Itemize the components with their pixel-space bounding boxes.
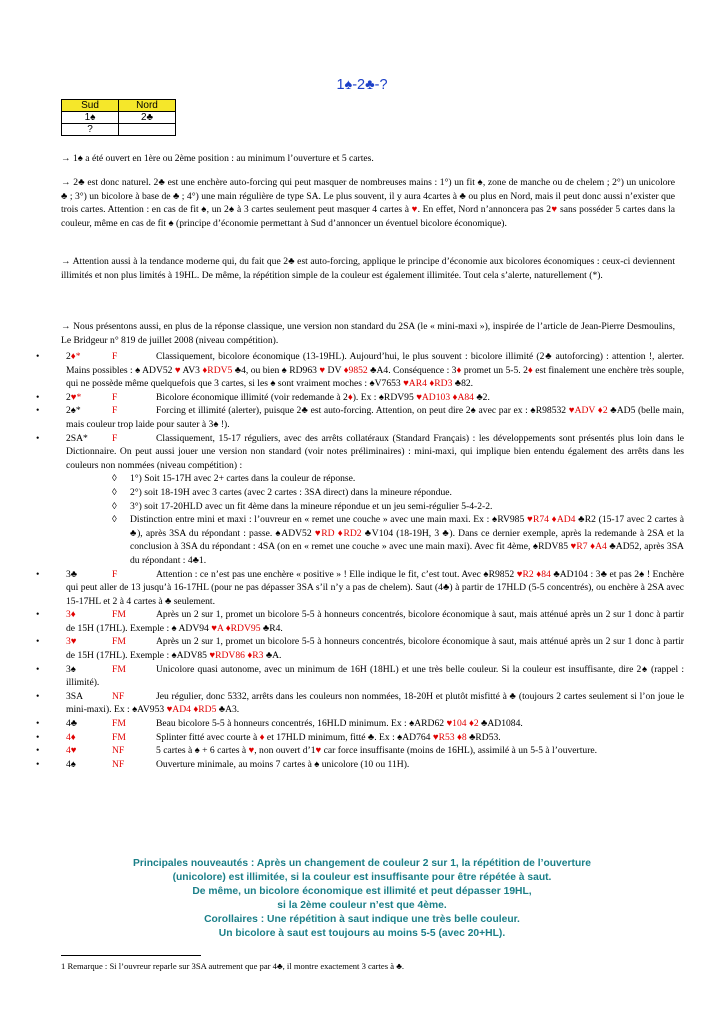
intro-paragraph-1: → 1♠ a été ouvert en 1ère ou 2ème position : au minimum l’ouverture et 5 cartes. [61, 153, 374, 164]
bid-class: FM [112, 663, 126, 675]
bid-description: Classiquement, bicolore économique (13-19HL). Aujourd’hui, le plus souvent : bicolore illimité (2♣ autoforcing) : attention !, alerter. Mains possibles : ♠ ADV52 ♥ AV3 ♦RDV5 ♣4, ou bien ♠ RD963 ♥ DV ♦9852 ♣A4. Conséquence : 3♦ promet un 5-5. 2♦ est finalement une enchère très souple, qui ne possède même quelquefois que 3 cartes, si les ♠ sont vraiment moches : ♠V7653 ♥AR4 ♦RD3 ♣82. [66, 351, 685, 390]
list-item: • 2♦* F Classiquement, bicolore économique (13-19HL). Aujourd’hui, le plus souvent : bicolore illimité (2♣ autoforcing) : attention !, alerter. Mains possibles : ♠ ADV52 ♥ AV3 ♦RDV5 ♣4, ou bien ♠ RD963 ♥ DV ♦9852 ♣A4. Conséquence : 3♦ promet un 5-5. 2♦ est finalement une enchère très souple, qui ne possède même quelquefois que 3 cartes, si les ♠ sont vraiment moches : ♠V7653 ♥AR4 ♦RD3 ♣82. [36, 351, 685, 390]
bid-class: FM [112, 636, 126, 648]
bid-list [24, 350, 684, 771]
footnote-divider [61, 955, 201, 956]
bid-description: Splinter fitté avec courte à ♦ et 17HLD minimum, fitté ♣. Ex : ♠AD764 ♥R53 ♦8 ♣RD53. [156, 731, 501, 743]
bid-class: NF [112, 758, 125, 770]
list-item: • 2♥* F Bicolore économique illimité (voir redemande à 2♦). Ex : ♠RDV95 ♥AD103 ♦A84 ♣2. [36, 391, 490, 403]
bid-label: 4♣ [66, 718, 78, 730]
sub-item: ◊ 3°) soit 17-20HLD avec un fit 4ème dans la mineure répondue et un jeu semi-régulier 5-4-2-2. [112, 500, 493, 512]
sub-item-text: 2°) soit 18-19H avec 3 cartes (avec 2 cartes : 3SA direct) dans la mineure répondue. [130, 486, 452, 498]
sub-item: ◊ 2°) soit 18-19H avec 3 cartes (avec 2 cartes : 3SA direct) dans la mineure répondue. [112, 486, 452, 498]
bid-label: 3♣ [66, 568, 78, 580]
bid-label: 4♥ [66, 745, 77, 757]
list-item: • 3SA NF Jeu régulier, donc 5332, arrêts dans les couleurs non nommées, 18-20H et plutôt misfitté à ♣ (toujours 2 cartes seulement si l’on joue le mini-maxi). Ex : ♠AV953 ♥AD4 ♦RD5 ♣A3. [36, 690, 684, 716]
list-item: • 4♥ NF 5 cartes à ♠ + 6 cartes à ♥, non ouvert d’1♥ car force insuffisante (moins de 16HL), assimilé à un 5-5 à l’ouverture. [36, 745, 598, 757]
bidding-table [61, 99, 176, 136]
bid-class: FM [112, 731, 126, 743]
bid-class: FM [112, 609, 126, 621]
summary-line: Principales nouveautés : Après un changement de couleur 2 sur 1, la répétition de l’ouverture [133, 858, 591, 869]
bid-class: F [112, 351, 118, 362]
bid-label: 2♦* [66, 351, 81, 362]
bid-sud-2: ? [62, 124, 119, 136]
bid-description: Unicolore quasi autonome, avec un minimum de 16H (18HL) et une très belle couleur. Si la couleur est insuffisante, dire 2♠ (rappel : illimité). [66, 663, 684, 689]
intro-paragraph-3: → Attention aussi à la tendance moderne qui, du fait que 2♣ est auto-forcing, applique le principe d’économie aux bicolores économiques : ceux-ci deviennent illimités et non plus limités à 19HL. De même, la répétition simple de la couleur est également illimitée. Tout cela s’alerte, naturellement (*). [61, 256, 675, 281]
bid-class: F [112, 405, 118, 417]
list-item: • 3♦ FM Après un 2 sur 1, promet un bicolore 5-5 à honneurs concentrés, bicolore économique à saut, mais atténué après un 2 sur 1 donc à partir de 15H (17HL). Exemple : ♠ ADV94 ♥A ♦RDV95 ♣R4. [36, 609, 684, 634]
bid-label: 3SA [66, 690, 84, 702]
summary-line: si la 2ème couleur n’est que 4ème. [277, 900, 447, 911]
bid-description: Beau bicolore 5-5 à honneurs concentrés, 16HLD minimum. Ex : ♠ARD62 ♥104 ♦2 ♣AD1084. [156, 718, 523, 730]
list-item: • 3♠ FM Unicolore quasi autonome, avec un minimum de 16H (18HL) et une très belle couleur. Si la couleur est insuffisante, dire 2♠ (rappel : illimité). [36, 663, 684, 689]
bid-label: 3♠ [66, 663, 76, 675]
bid-description: Ouverture minimale, au moins 7 cartes à ♠ unicolore (10 ou 11H). [156, 758, 410, 770]
bid-class: F [112, 568, 118, 580]
bid-description: Après un 2 sur 1, promet un bicolore 5-5 à honneurs concentrés, bicolore économique à saut, mais atténué après un 2 sur 1 donc à partir de 15H (17HL). Exemple : ♠ ADV94 ♥A ♦RDV95 ♣R4. [66, 609, 684, 634]
list-item: • 3♥ FM Après un 2 sur 1, promet un bicolore 5-5 à honneurs concentrés, bicolore économique à saut, mais atténué après un 2 sur 1 donc à partir de 15H (17HL). Exemple : ♠ADV85 ♥RDV86 ♦R3 ♣A. [36, 636, 684, 662]
summary-box [90, 857, 634, 941]
bid-label: 3♥ [66, 636, 77, 648]
sub-item-text: 3°) soit 17-20HLD avec un fit 4ème dans la mineure répondue et un jeu semi-régulier 5-4-2-2. [130, 500, 493, 512]
bid-label: 2SA* [66, 432, 88, 444]
sub-item-text: 1°) Soit 15-17H avec 2+ cartes dans la couleur de réponse. [130, 473, 356, 485]
bid-class: F [112, 432, 118, 444]
page-title: 1♠-2♣-? [336, 77, 388, 93]
sub-item-text: Distinction entre mini et maxi : l’ouvreur en « remet une couche » avec une main maxi. Ex : ♠RV985 ♥R74 ♦AD4 ♣R2 (15-17 avec 2 cartes à ♣), après 3SA du répondant : passe. ♠ADV52 ♥RD ♦RD2 ♣V104 (18-19H, 3 ♣). Dans ce dernier exemple, après la redemande à 2SA et la conclusion à 3SA du répondant : 4SA (on en « remet une couche » avec une main maxi). Avec fit 4ème, ♠RDV85 ♥R7 ♦A4 ♣AD52, après 3SA du répondant : 4♣1. [130, 514, 684, 566]
bid-description: Classiquement, 15-17 réguliers, avec des arrêts collatéraux (Standard Français) : les développements sont présentés plus loin dans le Dictionnaire. On peut aussi jouer une version non standard (voir notes préliminaires) : mini-maxi, qui implique bien entendu également des arrêts dans les couleurs non nommées (niveau compétition) : [66, 432, 684, 471]
sub-item: ◊ 1°) Soit 15-17H avec 2+ cartes dans la couleur de réponse. [112, 473, 356, 485]
list-item: • 4♣ FM Beau bicolore 5-5 à honneurs concentrés, 16HLD minimum. Ex : ♠ARD62 ♥104 ♦2 ♣AD1084. [36, 718, 523, 730]
summary-line: (unicolore) est illimitée, si la couleur est insuffisante pour être répétée à saut. [172, 872, 552, 883]
bid-nord-1: 2♣ [119, 112, 176, 124]
bid-label: 4♦ [66, 731, 76, 743]
list-item: • 4♦ FM Splinter fitté avec courte à ♦ et 17HLD minimum, fitté ♣. Ex : ♠AD764 ♥R53 ♦8 ♣RD53. [36, 731, 501, 743]
list-item: • 4♠ NF Ouverture minimale, au moins 7 cartes à ♠ unicolore (10 ou 11H). [36, 758, 410, 770]
bid-nord-2 [119, 124, 176, 136]
bid-description: Attention : ce n’est pas une enchère « positive » ! Elle indique le fit, c’est tout. Avec ♠R9852 ♥R2 ♦84 ♣AD104 : 3♣ et pas 2♠ ! Enchère qui peut aller de 13 jusqu’à 16-17HL (pour ne pas dépasser 3SA s’il n’y a pas de chelem). Saut (4♣) à partir de 17HLD (5-5 concentrés), ou enchère à 2SA avec 15-17HL et 2 à 4 cartes à ♣ seulement. [66, 568, 684, 607]
list-item: • 2♠* F Forcing et illimité (alerter), puisque 2♣ est auto-forcing. Attention, on peut dire 2♠ avec par ex : ♠R98532 ♥ADV ♦2 ♣AD5 (belle main, mais couleur trop laide pour sauter à 3♠ !). [36, 405, 684, 430]
bid-description: Jeu régulier, donc 5332, arrêts dans les couleurs non nommées, 18-20H et plutôt misfitté à ♣ (toujours 2 cartes seulement si l’on joue le mini-maxi). Ex : ♠AV953 ♥AD4 ♦RD5 ♣A3. [66, 690, 684, 716]
bid-class: NF [112, 745, 125, 757]
bid-class: FM [112, 718, 126, 730]
header-sud: Sud [62, 100, 119, 112]
bid-description: 5 cartes à ♠ + 6 cartes à ♥, non ouvert d’1♥ car force insuffisante (moins de 16HL), assimilé à un 5-5 à l’ouverture. [156, 745, 598, 757]
summary-line: Un bicolore à saut est toujours au moins 5-5 (avec 20+HL). [218, 928, 506, 939]
bid-description: Forcing et illimité (alerter), puisque 2♣ est auto-forcing. Attention, on peut dire 2♠ avec par ex : ♠R98532 ♥ADV ♦2 ♣AD5 (belle main, mais couleur trop laide pour sauter à 3♠ !). [66, 405, 684, 430]
sub-item: ◊ Distinction entre mini et maxi : l’ouvreur en « remet une couche » avec une main maxi. Ex : ♠RV985 ♥R74 ♦AD4 ♣R2 (15-17 avec 2 cartes à ♣), après 3SA du répondant : passe. ♠ADV52 ♥RD ♦RD2 ♣V104 (18-19H, 3 ♣). Dans ce dernier exemple, après la redemande à 2SA et la conclusion à 3SA du répondant : 4SA (on en « remet une couche » avec une main maxi). Avec fit 4ème, ♠RDV85 ♥R7 ♦A4 ♣AD52, après 3SA du répondant : 4♣1. [112, 514, 684, 566]
bid-sud-1: 1♠ [62, 112, 119, 124]
summary-line: De même, un bicolore économique est illimité et peut dépasser 19HL, [192, 886, 532, 897]
bid-description: Bicolore économique illimité (voir redemande à 2♦). Ex : ♠RDV95 ♥AD103 ♦A84 ♣2. [156, 391, 490, 403]
summary-line: Corollaires : Une répétition à saut indique une très belle couleur. [204, 914, 520, 925]
footnote: 1 Remarque : Si l’ouvreur reparle sur 3SA autrement que par 4♣, il montre exactement 3 cartes à ♣. [61, 961, 404, 971]
intro-paragraph-2: → 2♣ est donc naturel. 2♣ est une enchère auto-forcing qui peut masquer de nombreuses mains : 1°) un fit ♠, zone de manche ou de chelem ; 2°) un unicolore ♣ ; 3°) un bicolore à base de ♣ ; 4°) une main régulière de type SA. Le plus souvent, il y aura 4cartes à ♣ ou plus en Nord, mais il peut donc aussi n’exister que trois cartes. Attention : en cas de fit ♠, un 2♠ à 3 cartes seulement peut masquer 4 cartes à ♥. En effet, Nord n’annoncera pas 2♥ sans posséder 5 cartes dans la couleur, même en cas de fit ♠ (principe d’économie permettant à Sud d’annoncer un éventuel bicolore économique). [61, 177, 676, 229]
bid-label: 2♠* [66, 405, 81, 417]
bid-class: NF [112, 690, 125, 702]
bid-class: F [112, 391, 118, 403]
list-item: • 2SA* F Classiquement, 15-17 réguliers, avec des arrêts collatéraux (Standard Français) : les développements sont présentés plus loin dans le Dictionnaire. On peut aussi jouer une version non standard (voir notes préliminaires) : mini-maxi, qui implique bien entendu également des arrêts dans les couleurs non nommées (niveau compétition) : [36, 432, 684, 471]
bid-label: 2♥* [66, 391, 82, 403]
bid-label: 3♦ [66, 609, 76, 621]
bid-label: 4♠ [66, 758, 76, 770]
intro-paragraph-4: → Nous présentons aussi, en plus de la réponse classique, une version non standard du 2SA (le « mini-maxi »), inspirée de l’article de Jean-Pierre Desmoulins, Le Bridgeur n° 819 de juillet 2008 (niveau compétition). [61, 321, 675, 346]
bid-description: Après un 2 sur 1, promet un bicolore 5-5 à honneurs concentrés, bicolore économique à saut, mais atténué après un 2 sur 1 donc à partir de 15H (17HL). Exemple : ♠ADV85 ♥RDV86 ♦R3 ♣A. [66, 636, 684, 662]
header-nord: Nord [119, 100, 176, 112]
list-item: • 3♣ F Attention : ce n’est pas une enchère « positive » ! Elle indique le fit, c’est tout. Avec ♠R9852 ♥R2 ♦84 ♣AD104 : 3♣ et pas 2♠ ! Enchère qui peut aller de 13 jusqu’à 16-17HL (pour ne pas dépasser 3SA s’il n’y a pas de chelem). Saut (4♣) à partir de 17HLD (5-5 concentrés), ou enchère à 2SA avec 15-17HL et 2 à 4 cartes à ♣ seulement. [36, 568, 684, 607]
